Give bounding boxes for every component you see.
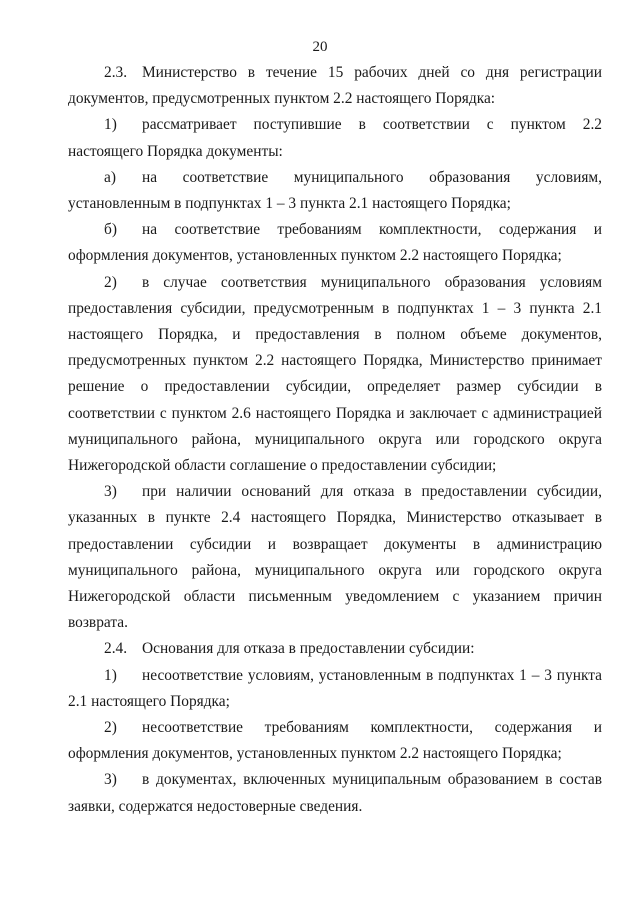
paragraph-2-4-3 — [68, 767, 602, 819]
paragraph-marker: 2.3. — [104, 64, 128, 81]
paragraph-2-4-2 — [68, 715, 602, 767]
paragraph-text: несоответствие условиям, установленным в подпунктах 1 – 3 пункта 2.1 настоящего Порядка; — [68, 666, 602, 710]
paragraph-2-3-3 — [68, 479, 602, 636]
paragraph-text: Основания для отказа в предоставлении субсидии: — [142, 640, 475, 658]
paragraph-text: несоответствие требованиям комплектности, содержания и оформления документов, установленных пунктом 2.2 настоящего Порядка; — [68, 719, 602, 763]
paragraph-text: Министерство в течение 15 рабочих дней со дня регистрации документов, предусмотренных пунктом 2.2 настоящего Порядка: — [68, 64, 602, 108]
paragraph-2-3-1-b — [68, 217, 602, 269]
paragraph-marker: 3) — [104, 771, 117, 789]
paragraph-text: в случае соответствия муниципального образования условиям предоставления субсидии, предусмотренным в подпунктах 1 – 3 пункта 2.1 настоящего Порядка, и предоставления в полном объеме документов, предусмотренных пунктом 2.2 настоящего Порядка, Министерство принимает решение о предоставлении субсидии, определяет размер субсидии в соответствии с пунктом 2.6 настоящего Порядка и заключает с администрацией муниципального района, муниципального округа или городского округа Нижегородской области соглашение о предоставлении субсидии; — [68, 273, 602, 475]
paragraph-text: на соответствие муниципального образования условиям, установленным в подпунктах 1 – 3 пункта 2.1 настоящего Порядка; — [68, 168, 602, 213]
paragraph-2-3-1-a — [68, 165, 602, 217]
page-number: 20 — [312, 39, 328, 55]
paragraph-marker: 3) — [104, 483, 117, 501]
paragraph-2-4 — [68, 636, 602, 662]
paragraph-2-3-2 — [68, 270, 602, 480]
paragraph-marker: 1) — [104, 116, 117, 134]
paragraph-marker: б) — [104, 221, 117, 239]
document-body — [68, 60, 602, 820]
paragraph-marker: 2) — [104, 719, 117, 737]
paragraph-text: рассматривает поступившие в соответствии с пунктом 2.2 настоящего Порядка документы: — [68, 116, 602, 160]
paragraph-marker: а) — [104, 168, 116, 186]
paragraph-text: в документах, включенных муниципальным образованием в состав заявки, содержатся недостоверные сведения. — [68, 771, 602, 815]
paragraph-2-3-1 — [68, 112, 602, 164]
paragraph-marker: 1) — [104, 666, 117, 684]
paragraph-2-3 — [68, 60, 602, 112]
paragraph-marker: 2.4. — [104, 640, 128, 658]
paragraph-text: при наличии оснований для отказа в предоставлении субсидии, указанных в пункте 2.4 настоящего Порядка, Министерство отказывает в предоставлении субсидии и возвращает документы в администрацию муниципального района, муниципального округа или городского округа Нижегородской области письменным уведомлением с указанием причин возврата. — [68, 483, 602, 632]
paragraph-text: на соответствие требованиям комплектности, содержания и оформления документов, установленных пунктом 2.2 настоящего Порядка; — [68, 221, 602, 265]
paragraph-2-4-1 — [68, 663, 602, 715]
paragraph-marker: 2) — [104, 273, 117, 291]
